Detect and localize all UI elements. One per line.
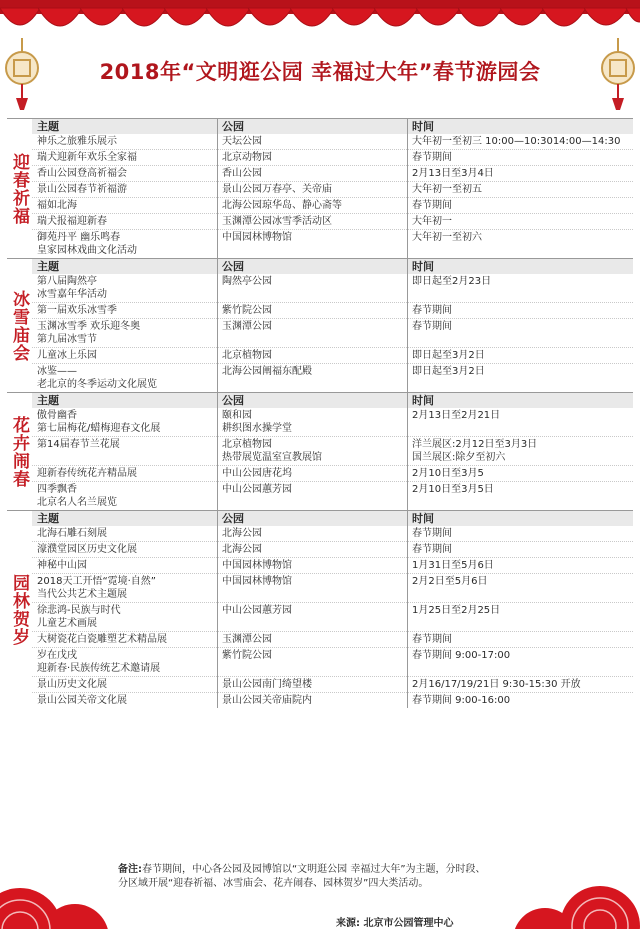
time-cell: 2月13日至3月4日 xyxy=(412,168,494,179)
theme-cell: 福如北海 xyxy=(37,200,77,211)
theme-cell: 景山公园春节祈福游 xyxy=(37,184,127,195)
theme-cell: 御苑丹平 幽乐鸣春 皇家园林戏曲文化活动 xyxy=(37,232,137,256)
section-3 xyxy=(7,392,633,510)
table-row xyxy=(32,166,633,182)
time-cell: 春节期间 xyxy=(412,634,452,645)
park-cell: 陶然亭公园 xyxy=(222,276,272,287)
park-cell: 中国园林博物馆 xyxy=(222,560,292,571)
table-row xyxy=(32,648,633,677)
park-cell: 北京植物园 xyxy=(222,350,272,361)
table-row xyxy=(32,364,633,392)
source-credit: 来源: 北京市公园管理中心 xyxy=(336,918,454,929)
theme-cell: 冰鉴—— 老北京的冬季运动文化展览 xyxy=(37,366,157,390)
park-cell: 中国园林博物馆 xyxy=(222,576,292,587)
time-cell: 春节期间 xyxy=(412,305,452,316)
footer-note xyxy=(118,863,488,891)
section-grid xyxy=(32,393,633,510)
theme-cell: 儿童冰上乐园 xyxy=(37,350,97,361)
time-cell: 1月25日至2月25日 xyxy=(412,605,501,616)
theme-cell: 瑞犬报福迎新春 xyxy=(37,216,107,227)
table-row xyxy=(32,558,633,574)
park-cell: 北海公园 xyxy=(222,528,262,539)
time-cell: 大年初一至初三 10:00—10:3014:00—14:30 xyxy=(412,136,621,147)
table-row xyxy=(32,230,633,258)
column-header: 公园 xyxy=(222,512,244,525)
park-cell: 香山公园 xyxy=(222,168,262,179)
park-cell: 景山公园关帝庙院内 xyxy=(222,695,312,706)
section-label-text: 迎春祈福 xyxy=(9,152,29,225)
theme-cell: 第14届春节兰花展 xyxy=(37,439,120,450)
time-cell: 春节期间 xyxy=(412,528,452,539)
theme-cell: 景山历史文化展 xyxy=(37,679,107,690)
park-cell: 天坛公园 xyxy=(222,136,262,147)
column-header: 时间 xyxy=(412,260,434,273)
theme-cell: 北海石雕石刻展 xyxy=(37,528,107,539)
table-row xyxy=(32,542,633,558)
park-cell: 紫竹院公园 xyxy=(222,650,272,661)
park-cell: 中山公园蕙芳园 xyxy=(222,605,292,616)
theme-cell: 2018天工开悟“霓境·自然” 当代公共艺术主题展 xyxy=(37,576,156,600)
park-cell: 北京植物园 热带展览温室宣教展馆 xyxy=(222,439,322,463)
theme-cell: 玉渊冰雪季 欢乐迎冬奥 第九届冰雪节 xyxy=(37,321,141,345)
column-header: 时间 xyxy=(412,512,434,525)
footer-note-text: 春节期间，中心各公园及园博馆以“文明逛公园 幸福过大年”为主题，分时段、分区域开展“迎春祈福、冰雪庙会、花卉闹春、园林贺岁”四大类活动。 xyxy=(118,864,486,889)
time-cell: 大年初一 xyxy=(412,216,452,227)
time-cell: 春节期间 xyxy=(412,152,452,163)
park-cell: 北海公园 xyxy=(222,544,262,555)
park-cell: 北海公园阐福东配殿 xyxy=(222,366,312,377)
section-2 xyxy=(7,258,633,392)
time-cell: 春节期间 xyxy=(412,200,452,211)
time-cell: 大年初一至初五 xyxy=(412,184,482,195)
time-cell: 1月31日至5月6日 xyxy=(412,560,494,571)
time-cell: 2月10日至3月5 xyxy=(412,468,484,479)
park-cell: 北海公园琼华岛、静心斋等 xyxy=(222,200,342,211)
table-row xyxy=(32,182,633,198)
section-label-text: 园林贺岁 xyxy=(9,573,29,646)
table-row xyxy=(32,214,633,230)
time-cell: 大年初一至初六 xyxy=(412,232,482,243)
table-row xyxy=(32,526,633,542)
park-cell: 玉渊潭公园冰雪季活动区 xyxy=(222,216,332,227)
time-cell: 春节期间 xyxy=(412,544,452,555)
table-row xyxy=(32,348,633,364)
theme-cell: 第八届陶然亭 冰雪嘉年华活动 xyxy=(37,276,107,300)
table-row xyxy=(32,632,633,648)
theme-cell: 神乐之旅雅乐展示 xyxy=(37,136,117,147)
column-header: 公园 xyxy=(222,260,244,273)
table-row xyxy=(32,574,633,603)
theme-cell: 迎新春传统花卉精品展 xyxy=(37,468,137,479)
section-label xyxy=(7,393,32,510)
table-header-row xyxy=(32,119,633,134)
section-label-text: 冰雪庙会 xyxy=(9,289,29,362)
table-row xyxy=(32,408,633,437)
table-row xyxy=(32,693,633,708)
column-header: 主题 xyxy=(37,260,59,273)
park-cell: 颐和园 耕织图水操学堂 xyxy=(222,410,292,434)
section-grid xyxy=(32,259,633,392)
time-cell: 2月16/17/19/21日 9:30-15:30 开放 xyxy=(412,679,581,690)
table-row xyxy=(32,303,633,319)
theme-cell: 神秘中山园 xyxy=(37,560,87,571)
park-cell: 紫竹院公园 xyxy=(222,305,272,316)
page-title: 2018年“文明逛公园 幸福过大年”春节游园会 xyxy=(99,60,541,84)
park-cell: 北京动物园 xyxy=(222,152,272,163)
time-cell: 即日起至2月23日 xyxy=(412,276,492,287)
table-header-row xyxy=(32,259,633,274)
footer-note-label: 备注: xyxy=(118,864,142,875)
park-cell: 中国园林博物馆 xyxy=(222,232,292,243)
time-cell: 2月13日至2月21日 xyxy=(412,410,501,421)
column-header: 公园 xyxy=(222,394,244,407)
park-cell: 玉渊潭公园 xyxy=(222,634,272,645)
theme-cell: 四季飘香 北京名人名兰展览 xyxy=(37,484,117,508)
table-row xyxy=(32,134,633,150)
section-label xyxy=(7,259,32,392)
table-row xyxy=(32,603,633,632)
theme-cell: 岁在戊戌 迎新春·民族传统艺术邀请展 xyxy=(37,650,161,674)
column-header: 主题 xyxy=(37,120,59,133)
column-header: 主题 xyxy=(37,512,59,525)
theme-cell: 第一届欢乐冰雪季 xyxy=(37,305,117,316)
time-cell: 春节期间 9:00-17:00 xyxy=(412,650,511,661)
park-cell: 中山公园唐花坞 xyxy=(222,468,292,479)
time-cell: 洋兰展区:2月12日至3月3日 国兰展区:除夕至初六 xyxy=(412,439,538,463)
section-grid xyxy=(32,119,633,258)
section-grid xyxy=(32,511,633,708)
section-1 xyxy=(7,118,633,258)
table-row xyxy=(32,319,633,348)
column-header: 主题 xyxy=(37,394,59,407)
table-row xyxy=(32,677,633,693)
column-header: 时间 xyxy=(412,120,434,133)
table-header-row xyxy=(32,511,633,526)
time-cell: 即日起至3月2日 xyxy=(412,366,485,377)
table-header-row xyxy=(32,393,633,408)
theme-cell: 大树瓷花白瓷雕塑艺术精品展 xyxy=(37,634,167,645)
event-tables xyxy=(7,118,633,708)
theme-cell: 香山公园登高祈福会 xyxy=(37,168,127,179)
theme-cell: 景山公园关帝文化展 xyxy=(37,695,127,706)
section-label-text: 花卉闹春 xyxy=(9,415,29,488)
table-row xyxy=(32,482,633,510)
table-row xyxy=(32,466,633,482)
theme-cell: 徐悲鸿-民族与时代 儿童艺术画展 xyxy=(37,605,121,629)
park-cell: 景山公园南门绮望楼 xyxy=(222,679,312,690)
time-cell: 即日起至3月2日 xyxy=(412,350,485,361)
table-row xyxy=(32,198,633,214)
red-curtain-decoration xyxy=(0,0,640,42)
theme-cell: 傲骨幽香 第七届梅花/蜡梅迎春文化展 xyxy=(37,410,161,434)
column-header: 时间 xyxy=(412,394,434,407)
column-header: 公园 xyxy=(222,120,244,133)
park-cell: 玉渊潭公园 xyxy=(222,321,272,332)
time-cell: 2月2日至5月6日 xyxy=(412,576,488,587)
section-label xyxy=(7,511,32,708)
park-cell: 中山公园蕙芳园 xyxy=(222,484,292,495)
section-4 xyxy=(7,510,633,708)
theme-cell: 濠濮堂园区历史文化展 xyxy=(37,544,137,555)
table-row xyxy=(32,150,633,166)
time-cell: 春节期间 9:00-16:00 xyxy=(412,695,511,706)
section-label xyxy=(7,119,32,258)
table-row xyxy=(32,274,633,303)
theme-cell: 瑞犬迎新年欢乐全家福 xyxy=(37,152,137,163)
time-cell: 2月10日至3月5日 xyxy=(412,484,494,495)
park-cell: 景山公园万春亭、关帝庙 xyxy=(222,184,332,195)
table-row xyxy=(32,437,633,466)
time-cell: 春节期间 xyxy=(412,321,452,332)
